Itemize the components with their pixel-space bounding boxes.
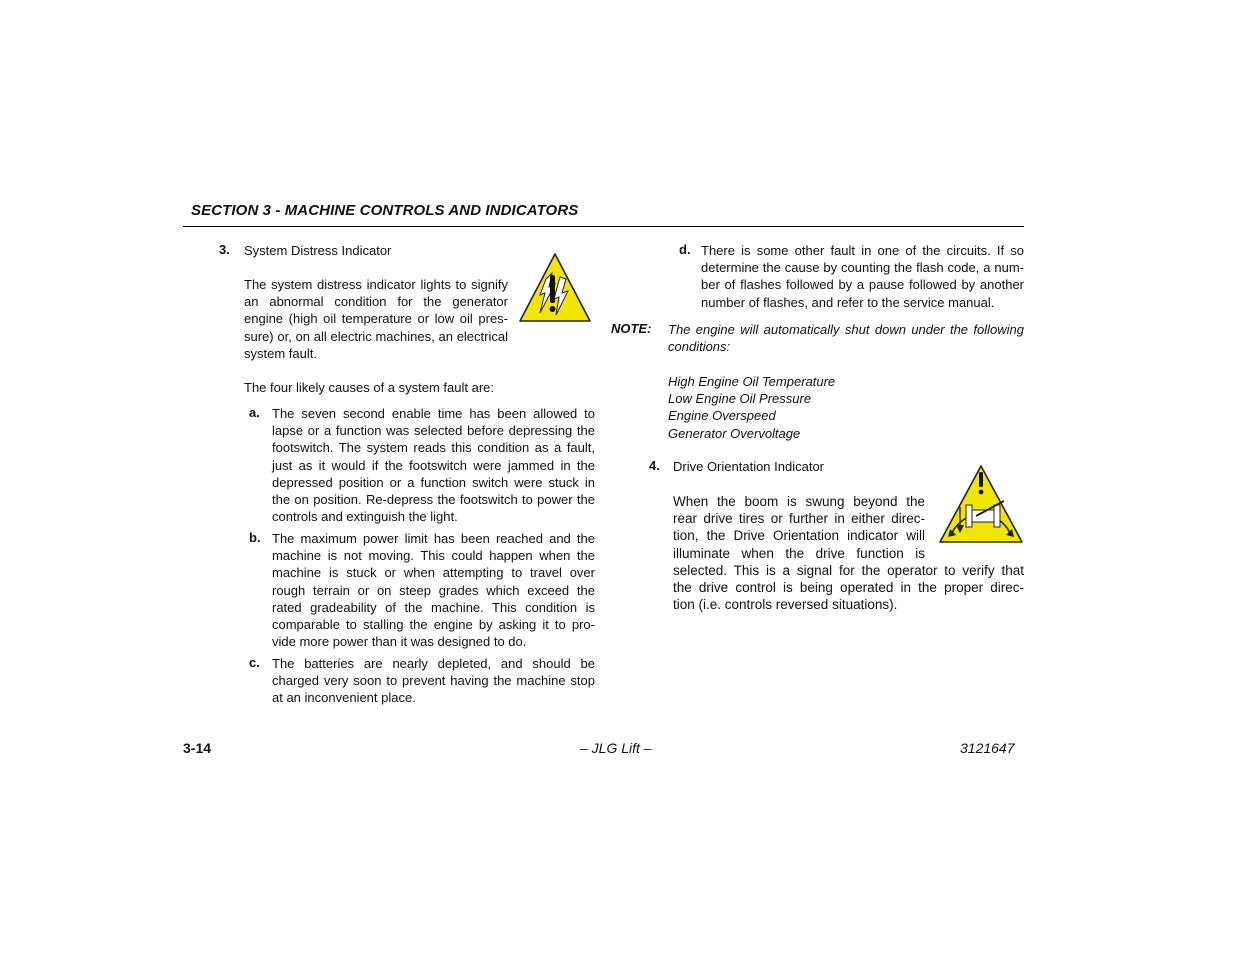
item-4-title: Drive Orientation Indicator	[673, 459, 825, 474]
text-line: sure) or, on all electric machines, an electrical	[244, 328, 508, 344]
item-4-description	[673, 493, 1024, 613]
section-title: SECTION 3 - MACHINE CONTROLS AND INDICATORS	[191, 202, 579, 219]
text-line: machine is not moving. This could happen when the	[272, 548, 595, 564]
text-line: charged very soon to prevent having the machine stop	[272, 673, 595, 689]
text-line: tion (i.e. controls reversed situations).	[673, 597, 898, 613]
text-line: system fault.	[244, 345, 317, 361]
text-line: engine (high oil temperature or low oil pres-	[244, 311, 508, 327]
cause-d-text	[701, 242, 1024, 311]
shutdown-conditions-list	[668, 373, 835, 442]
text-line: The maximum power limit has been reached and the	[272, 531, 595, 546]
text-line: There is some other fault in one of the circuits. If so	[701, 243, 1024, 258]
cause-a-letter: a.	[249, 405, 260, 420]
warning-lightning-icon	[518, 251, 592, 323]
cause-a-text	[272, 405, 595, 525]
cause-b-letter: b.	[249, 530, 261, 545]
text-line: number of flashes, and refer to the service manual.	[701, 294, 995, 310]
text-line: High Engine Oil Temperature	[668, 374, 836, 389]
text-line: controls and extinguish the light.	[272, 509, 458, 525]
causes-intro: The four likely causes of a system fault are:	[244, 380, 494, 395]
text-line: an abnormal condition for the generator	[244, 294, 508, 310]
cause-c-text	[272, 655, 595, 707]
text-line: machine is stuck or when attempting to travel over	[272, 565, 595, 581]
cause-d-letter: d.	[679, 242, 691, 257]
text-line: The system distress indicator lights to signify	[244, 277, 508, 292]
item-4-number: 4.	[649, 458, 660, 473]
item-3-description	[244, 276, 508, 362]
text-line: Engine Overspeed	[668, 408, 776, 424]
header-rule	[183, 226, 1024, 227]
text-line: rough terrain or on steep grades which exceed the	[272, 582, 595, 598]
text-line: lapse or a function was selected before depressing the	[272, 423, 595, 439]
text-line: at an inconvenient place.	[272, 690, 416, 706]
text-line: comparable to stalling the engine by asking it to pro-	[272, 617, 595, 633]
text-line: The batteries are nearly depleted, and should be	[272, 656, 595, 671]
text-line: the drive control is being operated in the proper direc-	[673, 580, 1024, 596]
text-line: depressed position or a function switch were stuck in	[272, 474, 595, 490]
text-line: determine the cause by counting the flash code, a num-	[701, 260, 1024, 276]
text-line: The engine will automatically shut down under the following	[668, 322, 1024, 337]
cause-c-letter: c.	[249, 655, 260, 670]
text-line: tion, the Drive Orientation indicator will	[673, 528, 925, 544]
document-number: 3121647	[960, 740, 1015, 756]
item-3-number: 3.	[219, 242, 230, 257]
text-line: footswitch. The system reads this condition as a fault,	[272, 440, 595, 456]
footer-publisher: – JLG Lift –	[580, 740, 652, 756]
text-line: ber of flashes followed by a pause followed by another	[701, 277, 1024, 293]
text-line: The seven second enable time has been allowed to	[272, 406, 595, 421]
note-text	[668, 321, 1024, 355]
text-line: Low Engine Oil Pressure	[668, 391, 812, 407]
text-line: Generator Overvoltage	[668, 425, 801, 441]
cause-b-text	[272, 530, 595, 650]
text-line: just as it would if the footswitch were jammed in the	[272, 457, 595, 473]
text-line: rated gradeability of the machine. This condition is	[272, 599, 595, 615]
item-3-title: System Distress Indicator	[244, 243, 392, 258]
note-label: NOTE:	[611, 321, 652, 336]
text-line: When the boom is swung beyond the	[673, 494, 925, 509]
text-line: vide more power than it was designed to do.	[272, 634, 527, 650]
text-line: conditions:	[668, 339, 731, 355]
text-line: selected. This is a signal for the operator to verify that	[673, 562, 1024, 578]
text-line: rear drive tires or further in either direc-	[673, 511, 925, 527]
text-line: illuminate when the drive function is	[673, 545, 925, 561]
text-line: the on position. Re-depress the footswitch to power the	[272, 492, 595, 508]
page-number: 3-14	[183, 740, 212, 756]
